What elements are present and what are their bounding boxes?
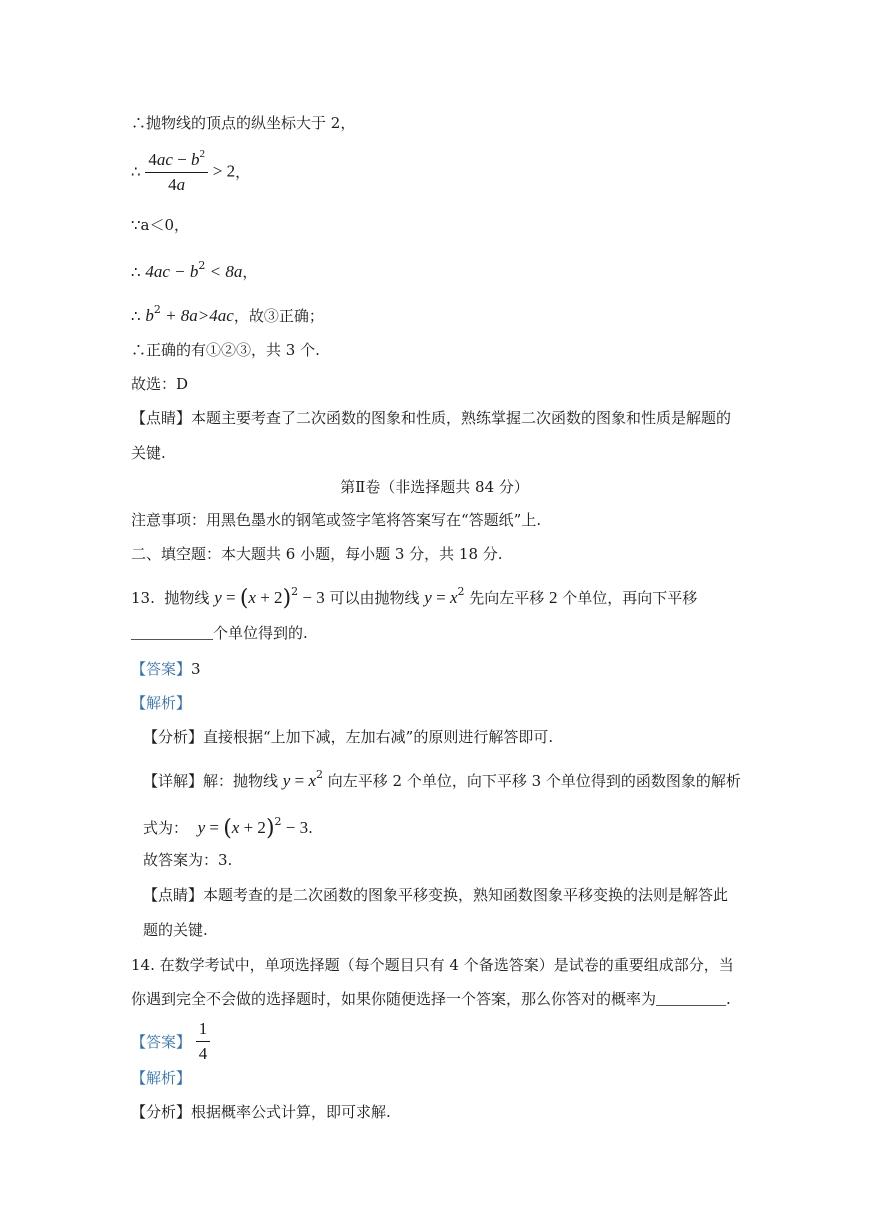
text: 【解析】 — [131, 694, 192, 712]
math: − 3 — [281, 818, 309, 837]
math: y — [282, 771, 291, 790]
text: 【点睛】本题考查的是二次函数的图象平移变换，熟知函数图象平移变换的法则是解答此 — [143, 886, 729, 904]
therefore-symbol: ∴ — [131, 307, 146, 325]
math: x — [308, 771, 316, 790]
num-var: ac — [156, 150, 173, 169]
text-line — [131, 443, 166, 463]
answer-fraction — [196, 1019, 211, 1064]
math: y — [424, 588, 432, 607]
math: 4ac − b — [145, 262, 199, 281]
text-line — [131, 374, 188, 394]
text: 向左平移 2 个单位，向下平移 3 个单位得到的函数图象的解析 — [322, 772, 741, 790]
text: ∵a＜0， — [131, 216, 190, 234]
question-13 — [131, 582, 697, 609]
math-rel: + 8a>4ac — [160, 306, 234, 325]
text: 可以由抛物线 — [324, 589, 425, 607]
answer-blank[interactable] — [131, 625, 213, 640]
text: 【分析】直接根据“上加下减，左加右减”的原则进行解答即可. — [143, 728, 554, 746]
fraction-numerator: 1 — [196, 1019, 211, 1042]
text: 【解析】 — [131, 1069, 192, 1087]
punct: ， — [235, 163, 251, 181]
den-digit: 4 — [168, 175, 177, 194]
text: 个单位，再向下平移 — [557, 589, 698, 607]
detail-line — [143, 812, 313, 839]
punct: . — [308, 819, 313, 837]
math: − 3 — [298, 588, 325, 607]
text: 题的关键. — [143, 921, 208, 939]
answer-line — [131, 659, 201, 679]
question-number: 13. — [131, 589, 155, 607]
text: 先向左平移 — [464, 589, 550, 607]
fraction-denominator: 4 — [198, 1044, 208, 1063]
answer-blank-line — [131, 623, 308, 643]
sup: 2 — [153, 303, 161, 316]
math-line — [131, 300, 324, 326]
paren: ) — [265, 816, 275, 841]
answer-line — [131, 1019, 210, 1064]
text: 抛物线 — [164, 589, 215, 607]
text-line — [143, 850, 232, 870]
text: 个单位得到的. — [213, 624, 308, 642]
text: ，故③正确； — [233, 307, 324, 325]
section-title — [0, 477, 869, 497]
math: x — [248, 588, 256, 607]
math: y — [214, 588, 222, 607]
therefore-symbol: ∴ — [131, 162, 141, 181]
text: ∴抛物线的顶点的纵坐标大于 2， — [131, 114, 356, 132]
math: = — [221, 588, 240, 607]
text: 你遇到完全不会做的选择题时，如果你随便选择一个答案，那么你答对的概率为 — [131, 990, 657, 1008]
text: 关键. — [131, 444, 166, 462]
math: = — [290, 771, 309, 790]
math: x — [231, 818, 240, 837]
analysis-label — [131, 1068, 191, 1088]
num-digit: 4 — [148, 150, 157, 169]
therefore-symbol: ∴ — [131, 263, 146, 281]
analysis-label — [131, 693, 191, 713]
num-op: − — [172, 150, 191, 169]
question-14 — [131, 955, 734, 975]
math: = — [205, 818, 224, 837]
text-line — [131, 989, 731, 1009]
punct: . — [726, 990, 731, 1008]
sup: 2 — [291, 585, 299, 598]
detail-label: 【详解】 — [143, 772, 204, 790]
text-line — [131, 215, 189, 235]
text-line — [143, 727, 553, 747]
math: + 2 — [255, 588, 283, 607]
math-line — [131, 256, 257, 282]
text-line — [131, 1102, 391, 1122]
math-rel: < 8a — [205, 262, 243, 281]
answer-label: 【答案】 — [131, 1033, 192, 1051]
text: 解：抛物线 — [203, 772, 283, 790]
answer-blank[interactable] — [656, 991, 726, 1006]
math: = — [431, 588, 450, 607]
text-line — [131, 113, 355, 133]
text: 式为： — [143, 819, 189, 837]
text: ∴正确的有①②③，共 3 个. — [131, 341, 320, 359]
text: 14. 在数学考试中，单项选择题（每个题目只有 4 个备选答案）是试卷的重要组成部分，当 — [131, 956, 734, 974]
text-line — [131, 510, 541, 530]
detail-line — [143, 765, 741, 791]
answer-label: 【答案】 — [131, 660, 192, 678]
text: 故选：D — [131, 375, 189, 393]
text: 二、填空题：本大题共 6 小题，每小题 3 分，共 18 分. — [131, 545, 503, 563]
math: 2 — [549, 588, 558, 607]
math: b — [145, 306, 154, 325]
text-line — [143, 885, 728, 905]
text-line — [131, 408, 731, 428]
text: 注意事项：用黑色墨水的钢笔或签字笔将答案写在“答题纸”上. — [131, 511, 542, 529]
paren: ( — [223, 816, 232, 841]
fraction-denominator — [145, 173, 208, 195]
relation: > 2 — [212, 161, 236, 181]
text: 【点睛】本题主要考查了二次函数的图象和性质，熟练掌握二次函数的图象和性质是解题的 — [131, 409, 732, 427]
sup: 2 — [198, 259, 206, 272]
fraction-line — [131, 148, 250, 195]
fraction — [145, 148, 208, 195]
num-sup: 2 — [199, 148, 205, 160]
den-var: a — [176, 175, 186, 194]
math: y — [197, 818, 206, 837]
paren: ( — [239, 586, 249, 611]
paren: ) — [282, 586, 292, 611]
math: + 2 — [239, 818, 266, 837]
sup: 2 — [274, 815, 282, 828]
fraction-numerator — [145, 148, 208, 173]
math: x — [449, 588, 458, 607]
sup: 2 — [315, 768, 323, 781]
text: 【分析】根据概率公式计算，即可求解. — [131, 1103, 391, 1121]
text-line — [143, 920, 208, 940]
sup: 2 — [457, 585, 465, 598]
num-var-b: b — [190, 150, 200, 169]
text-line — [131, 544, 503, 564]
answer-value: 3 — [191, 660, 201, 678]
punct: ， — [242, 263, 258, 281]
text: 第Ⅱ卷（非选择题共 84 分） — [340, 478, 529, 496]
text: 故答案为：3. — [143, 851, 233, 869]
text-line — [131, 340, 320, 360]
